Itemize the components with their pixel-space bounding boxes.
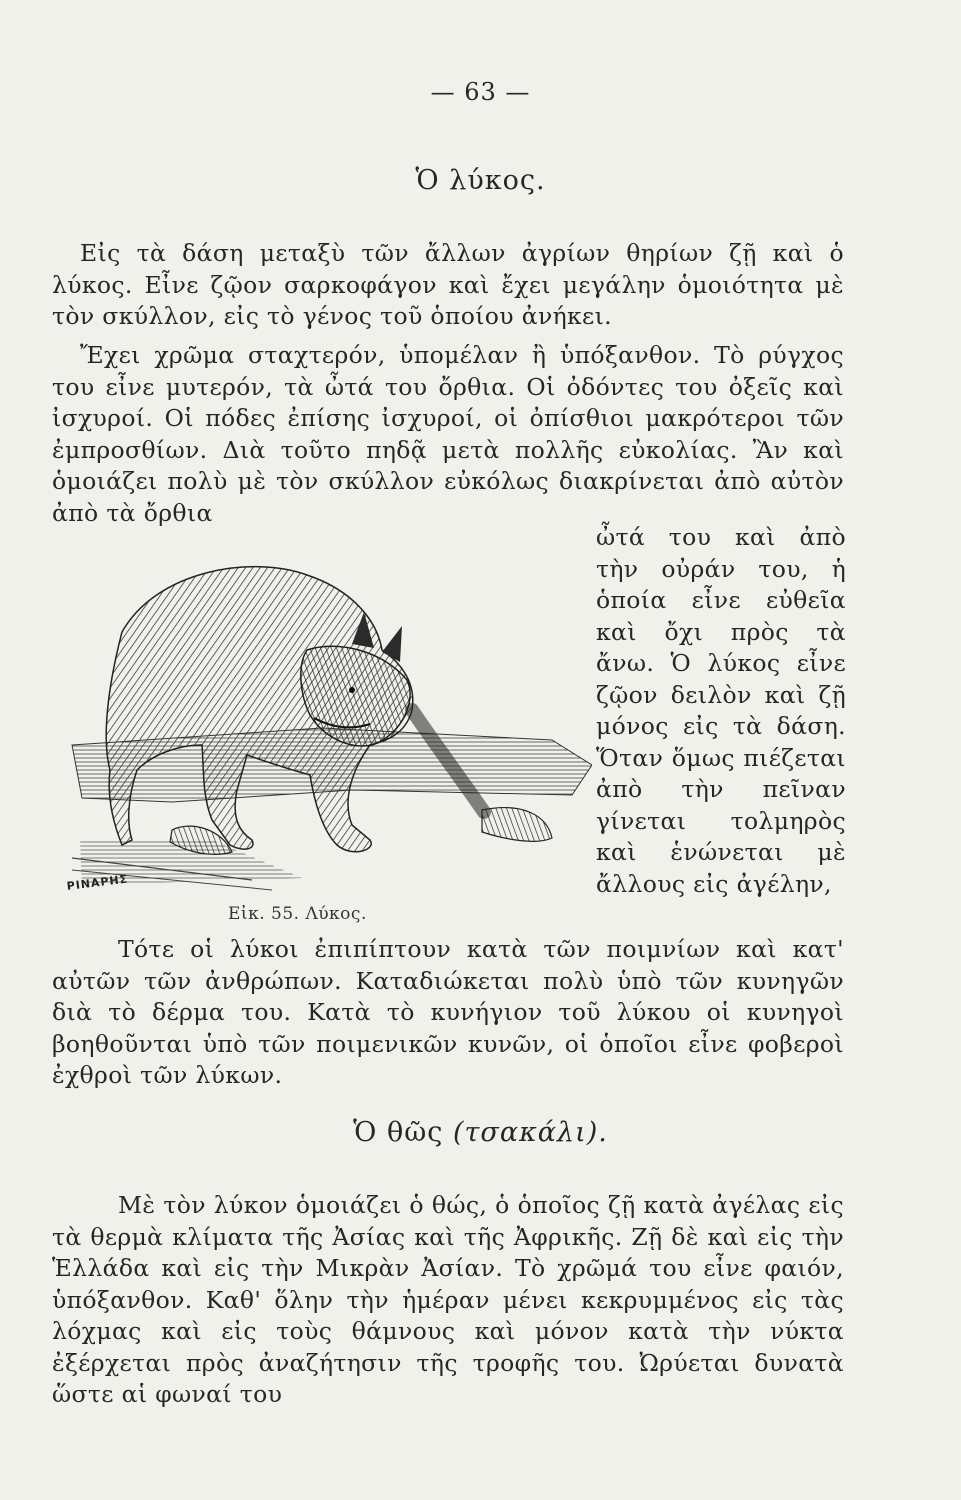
wolf-paragraph-2-side-column: ὦτά του καὶ ἀπὸ τὴν οὐράν του, ἡ ὁποία εἶνε εὐθεῖα καὶ ὄχι πρὸς τὰ ἄνω. Ὁ λύκος εἶνε ζῷον δειλὸν καὶ ζῇ μόνος εἰς τὰ δάση. Ὅταν ὅμως πιέζεται ἀπὸ τὴν πεῖναν γίνεται τολμηρὸς καὶ ἑνώνεται μὲ ἄλλους εἰς ἀγέλην, bbox=[596, 523, 846, 898]
wolf-paragraph-3: Τότε οἱ λύκοι ἐπιπίπτουν κατὰ τῶν ποιμνίων καὶ κατ' αὐτῶν τῶν ἀνθρώπων. Καταδιώκεται πολὺ ὑπὸ τῶν κυνηγῶν διὰ τὸ δέρμα του. Κατὰ τὸ κυνήγιον τοῦ λύκου οἱ κυνηγοὶ βοηθοῦνται ὑπὸ τῶν ποιμενικῶν κυνῶν, οἱ ὁποῖοι εἶνε φοβεροὶ ἐχθροὶ τῶν λύκων. bbox=[52, 935, 844, 1089]
engraver-signature: PINAPHΣ bbox=[66, 872, 129, 893]
wolf-paragraph-2: Ἔχει χρῶμα σταχτερόν, ὑπομέλαν ἢ ὑπόξανθον. Τὸ ρύγχος του εἶνε μυτερόν, τὰ ὦτά του ὄρθια. Οἱ ὀδόντες του ὀξεῖς καὶ ἰσχυροί. Οἱ πόδες ἐπίσης ἰσχυροί, οἱ ὀπίσθιοι μακρότεροι τῶν ἐμπροσθίων. Διὰ τοῦτο πηδᾷ μετὰ πολλῆς εὐκολίας. Ἂν καὶ ὁμοιάζει πολὺ μὲ τὸν σκύλλον εὐκόλως διακρίνεται ἀπὸ αὐτὸν ἀπὸ τὰ ὄρθια bbox=[52, 341, 844, 527]
wolf-section-title: Ὁ λύκος. bbox=[415, 165, 546, 196]
wolf-engraving-icon bbox=[52, 540, 592, 935]
figure-caption: Εἰκ. 55. Λύκος. bbox=[228, 904, 367, 924]
jackal-title-main: Ὁ θῶς bbox=[353, 1117, 444, 1148]
jackal-paragraph-1: Μὲ τὸν λύκον ὁμοιάζει ὁ θώς, ὁ ὁποῖος ζῇ κατὰ ἀγέλας εἰς τὰ θερμὰ κλίματα τῆς Ἀσίας καὶ τῆς Ἀφρικῆς. Ζῇ δὲ καὶ εἰς τὴν Ἑλλάδα καὶ εἰς τὴν Μικρὰν Ἀσίαν. Τὸ χρῶμά του εἶνε φαιόν, ὑπόξανθον. Καθ' ὅλην τὴν ἡμέραν μένει κεκρυμμένος εἰς τὰς λόχμας καὶ εἰς τοὺς θάμνους καὶ μόνον κατὰ τὴν νύκτα ἐξέρχεται πρὸς ἀναζήτησιν τῆς τροφῆς του. Ὠρύεται δυνατὰ ὥστε αἱ φωναί του bbox=[52, 1191, 844, 1408]
page-number: — 63 — bbox=[430, 78, 531, 106]
jackal-section-title bbox=[0, 1117, 961, 1148]
wolf-illustration bbox=[52, 540, 592, 935]
wolf-paragraph-1: Εἰς τὰ δάση μεταξὺ τῶν ἄλλων ἀγρίων θηρίων ζῇ καὶ ὁ λύκος. Εἶνε ζῷον σαρκοφάγον καὶ ἔχει μεγάλην ὁμοιότητα μὲ τὸν σκύλλον, εἰς τὸ γένος τοῦ ὁποίου ἀνήκει. bbox=[52, 239, 844, 330]
jackal-title-alt: (τσακάλι). bbox=[452, 1117, 608, 1148]
